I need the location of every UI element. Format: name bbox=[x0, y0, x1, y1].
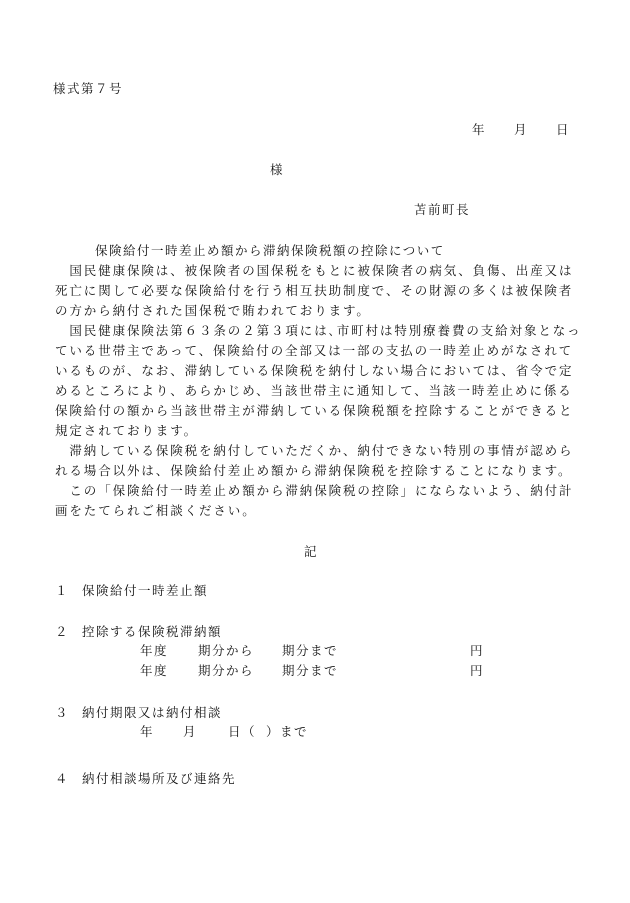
subject-title: 保険給付一時差止め額から滞納保険税額の控除について bbox=[95, 243, 445, 258]
period-from-field: 期分から bbox=[198, 643, 255, 658]
item-number: ３ bbox=[55, 705, 70, 720]
item-label: 納付期限又は納付相談 bbox=[82, 705, 223, 720]
body-line: 国民健康保険法第６３条の２第３項には､市町村は特別療養費の支給対象となっ bbox=[55, 323, 582, 338]
amount-yen: 円 bbox=[470, 643, 485, 658]
item-label: 控除する保険税滞納額 bbox=[82, 624, 223, 639]
issue-date bbox=[472, 121, 570, 139]
ki-heading: 記 bbox=[304, 544, 319, 559]
body-line: 国民健康保険は、被保険者の国保税をもとに被保険者の病気、負傷、出産又は bbox=[55, 263, 574, 278]
date-month: 月 bbox=[513, 122, 528, 137]
period-from-field: 期分から bbox=[198, 663, 255, 678]
body-line: の方から納付された国保税で賄われております。 bbox=[55, 303, 371, 318]
body-line: 死亡に関して必要な保険給付を行う相互扶助制度で、その財源の多くは被保険者 bbox=[55, 283, 574, 298]
body-line: いるものが、なお、滞納している保険税を納付しない場合においては、省令で定 bbox=[55, 363, 574, 378]
body-line: 保険給付の額から当該世帯主が滞納している保険税額を控除することができると bbox=[55, 403, 574, 418]
fiscal-year-field: 年度 bbox=[140, 663, 169, 678]
sender: 苫前町長 bbox=[414, 202, 471, 217]
period-to-field: 期分まで bbox=[282, 663, 339, 678]
date-day: 日 bbox=[555, 122, 570, 137]
deadline-close: ）まで bbox=[266, 724, 309, 739]
body-line: この「保険給付一時差止め額から滞納保険税の控除」にならないよう、納付計 bbox=[55, 483, 574, 498]
deadline-day: 日（ bbox=[228, 724, 257, 739]
body-line: ている世帯主であって、保険給付の全部又は一部の支払の一時差止めがなされて bbox=[55, 343, 574, 358]
item-label: 納付相談場所及び連絡先 bbox=[82, 771, 237, 786]
fiscal-year-field: 年度 bbox=[140, 643, 169, 658]
deadline-year: 年 bbox=[140, 724, 155, 739]
item-number: ４ bbox=[55, 771, 70, 786]
body-line: れる場合以外は、保険給付差止め額から滞納保険税を控除することになります。 bbox=[55, 463, 573, 478]
body-line: 規定されております。 bbox=[55, 423, 199, 438]
item-label: 保険給付一時差止額 bbox=[82, 583, 209, 598]
form-number: 様式第７号 bbox=[53, 81, 124, 96]
amount-yen: 円 bbox=[470, 663, 485, 678]
item-number: ２ bbox=[55, 624, 70, 639]
period-to-field: 期分まで bbox=[282, 643, 339, 658]
addressee: 様 bbox=[270, 162, 285, 177]
deadline-month: 月 bbox=[183, 724, 198, 739]
date-year: 年 bbox=[471, 122, 486, 137]
body-line: めるところにより、あらかじめ、当該世帯主に通知して、当該一時差止めに係る bbox=[55, 383, 573, 398]
body-line: 滞納している保険税を納付していただくか、納付できない特別の事情が認めら bbox=[55, 443, 574, 458]
body-line: 画をたてられご相談ください。 bbox=[55, 503, 257, 518]
item-number: １ bbox=[55, 583, 70, 598]
